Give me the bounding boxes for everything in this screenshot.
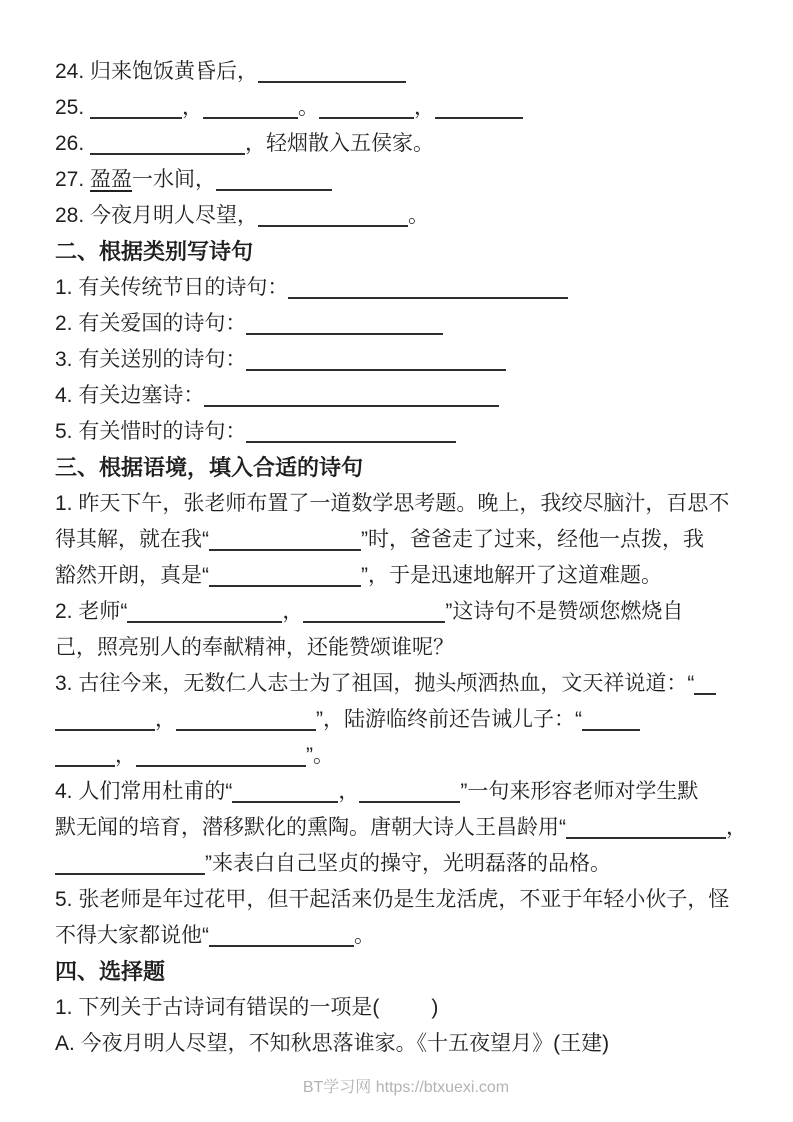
answer-blank[interactable] (566, 823, 726, 839)
text-segment: ，轻烟散入五侯家。 (245, 132, 435, 155)
answer-blank[interactable] (176, 715, 316, 731)
text-segment: ， (115, 744, 136, 767)
worksheet-line (55, 162, 757, 198)
text-segment: ”，陆游临终前还告诫儿子：“ (316, 708, 582, 731)
answer-blank[interactable] (55, 751, 115, 767)
text-segment: ， (155, 708, 176, 731)
text-segment: 28. 今夜月明人尽望， (55, 204, 259, 227)
text-segment: 不得大家都说他“ (55, 924, 209, 947)
answer-blank[interactable] (694, 679, 716, 695)
answer-blank[interactable] (216, 175, 332, 191)
document-body (55, 54, 757, 1062)
worksheet-line (55, 738, 757, 774)
section-heading (55, 234, 757, 270)
text-segment: 。 (408, 204, 430, 227)
text-segment: 三、根据语境，填入合适的诗句 (55, 455, 364, 480)
worksheet-line (55, 918, 757, 954)
text-segment: 27. (55, 168, 91, 191)
answer-blank[interactable] (127, 607, 282, 623)
answer-blank[interactable] (288, 283, 568, 299)
answer-blank[interactable] (209, 535, 361, 551)
answer-blank[interactable] (203, 103, 298, 119)
text-segment: 己，照亮别人的奉献精神，还能赞颂谁呢？ (55, 636, 454, 659)
text-segment: 1. 有关传统节日的诗句： (55, 276, 289, 299)
text-segment: 盈盈 (90, 168, 133, 191)
text-segment: 3. 有关送别的诗句： (55, 348, 247, 371)
worksheet-line (55, 522, 757, 558)
answer-blank[interactable] (232, 787, 338, 803)
text-segment: ”这诗句不是赞颂您燃烧自 (445, 600, 684, 623)
worksheet-line (55, 126, 757, 162)
text-segment: 3. 古往今来，无数仁人志士为了祖国，抛头颅洒热血，文天祥说道：“ (55, 672, 695, 695)
text-segment: 26. (55, 132, 91, 155)
worksheet-line (55, 54, 757, 90)
answer-blank[interactable] (90, 103, 182, 119)
answer-blank[interactable] (204, 391, 499, 407)
answer-blank[interactable] (258, 67, 406, 83)
answer-blank[interactable] (90, 139, 245, 155)
answer-blank[interactable] (55, 859, 205, 875)
worksheet-line (55, 414, 757, 450)
text-segment: 。 (298, 96, 320, 119)
worksheet-line (55, 342, 757, 378)
answer-blank[interactable] (303, 607, 445, 623)
text-segment: 4. 人们常用杜甫的“ (55, 780, 233, 803)
answer-blank[interactable] (246, 427, 456, 443)
text-segment: ”时，爸爸走了过来，经他一点拨，我 (361, 528, 704, 551)
text-segment: 二、根据类别写诗句 (55, 239, 254, 264)
worksheet-line (55, 846, 757, 882)
worksheet-line (55, 270, 757, 306)
answer-blank[interactable] (359, 787, 460, 803)
answer-blank[interactable] (136, 751, 306, 767)
answer-blank[interactable] (319, 103, 414, 119)
worksheet-line (55, 774, 757, 810)
worksheet-line (55, 306, 757, 342)
text-segment: 一水间， (132, 168, 217, 191)
text-segment: ”一句来形容老师对学生默 (460, 780, 699, 803)
answer-blank[interactable] (55, 715, 155, 731)
worksheet-line (55, 666, 757, 702)
text-segment: 24. 归来饱饭黄昏后， (55, 60, 259, 83)
text-segment: 4. 有关边塞诗： (55, 384, 205, 407)
text-segment: 5. 有关惜时的诗句： (55, 420, 247, 443)
worksheet-line (55, 558, 757, 594)
answer-blank[interactable] (246, 319, 443, 335)
text-segment: ， (182, 96, 204, 119)
text-segment: 四、选择题 (55, 959, 166, 984)
worksheet-line (55, 594, 757, 630)
text-segment: ， (726, 816, 747, 839)
answer-blank[interactable] (582, 715, 640, 731)
text-segment: ， (338, 780, 360, 803)
section-heading (55, 450, 757, 486)
text-segment: ) (431, 996, 439, 1019)
worksheet-line (55, 630, 757, 666)
worksheet-line (55, 990, 757, 1026)
answer-blank[interactable] (435, 103, 523, 119)
text-segment: 1. 下列关于古诗词有错误的一项是( (55, 996, 380, 1019)
text-segment: 2. 有关爱国的诗句： (55, 312, 247, 335)
text-segment: ， (414, 96, 436, 119)
worksheet-line (55, 378, 757, 414)
worksheet-line (55, 486, 757, 522)
text-segment: 2. 老师“ (55, 600, 128, 623)
text-segment: 豁然开朗，真是“ (55, 564, 209, 587)
worksheet-line (55, 90, 757, 126)
text-segment: ”。 (306, 744, 334, 767)
text-segment: 得其解，就在我“ (55, 528, 209, 551)
answer-blank[interactable] (209, 571, 361, 587)
section-heading (55, 954, 757, 990)
answer-blank[interactable] (209, 931, 354, 947)
footer-watermark-text: BT学习网 https://btxuexi.com (302, 1079, 510, 1096)
answer-blank[interactable] (258, 211, 408, 227)
worksheet-line (55, 198, 757, 234)
text-segment: ”来表白自己坚贞的操守，光明磊落的品格。 (205, 852, 611, 875)
worksheet-line (55, 882, 757, 918)
text-segment: ”，于是迅速地解开了这道难题。 (361, 564, 662, 587)
worksheet-line (55, 810, 757, 846)
text-segment: 5. 张老师是年过花甲，但干起活来仍是生龙活虎，不亚于年轻小伙子，怪 (55, 888, 730, 911)
text-segment: 1. 昨天下午，张老师布置了一道数学思考题。晚上，我绞尽脑汁，百思不 (55, 492, 730, 515)
worksheet-line (55, 702, 757, 738)
text-segment: 默无闻的培育，潜移默化的熏陶。唐朝大诗人王昌龄用“ (55, 816, 566, 839)
worksheet-line (55, 1026, 757, 1062)
choice-answer-space[interactable] (379, 1004, 431, 1014)
answer-blank[interactable] (246, 355, 506, 371)
text-segment: A. 今夜月明人尽望，不知秋思落谁家。《十五夜望月》(王建) (55, 1032, 610, 1055)
text-segment: 。 (354, 924, 375, 947)
footer (55, 1074, 757, 1097)
text-segment: ， (282, 600, 304, 623)
text-segment: 25. (55, 96, 91, 119)
